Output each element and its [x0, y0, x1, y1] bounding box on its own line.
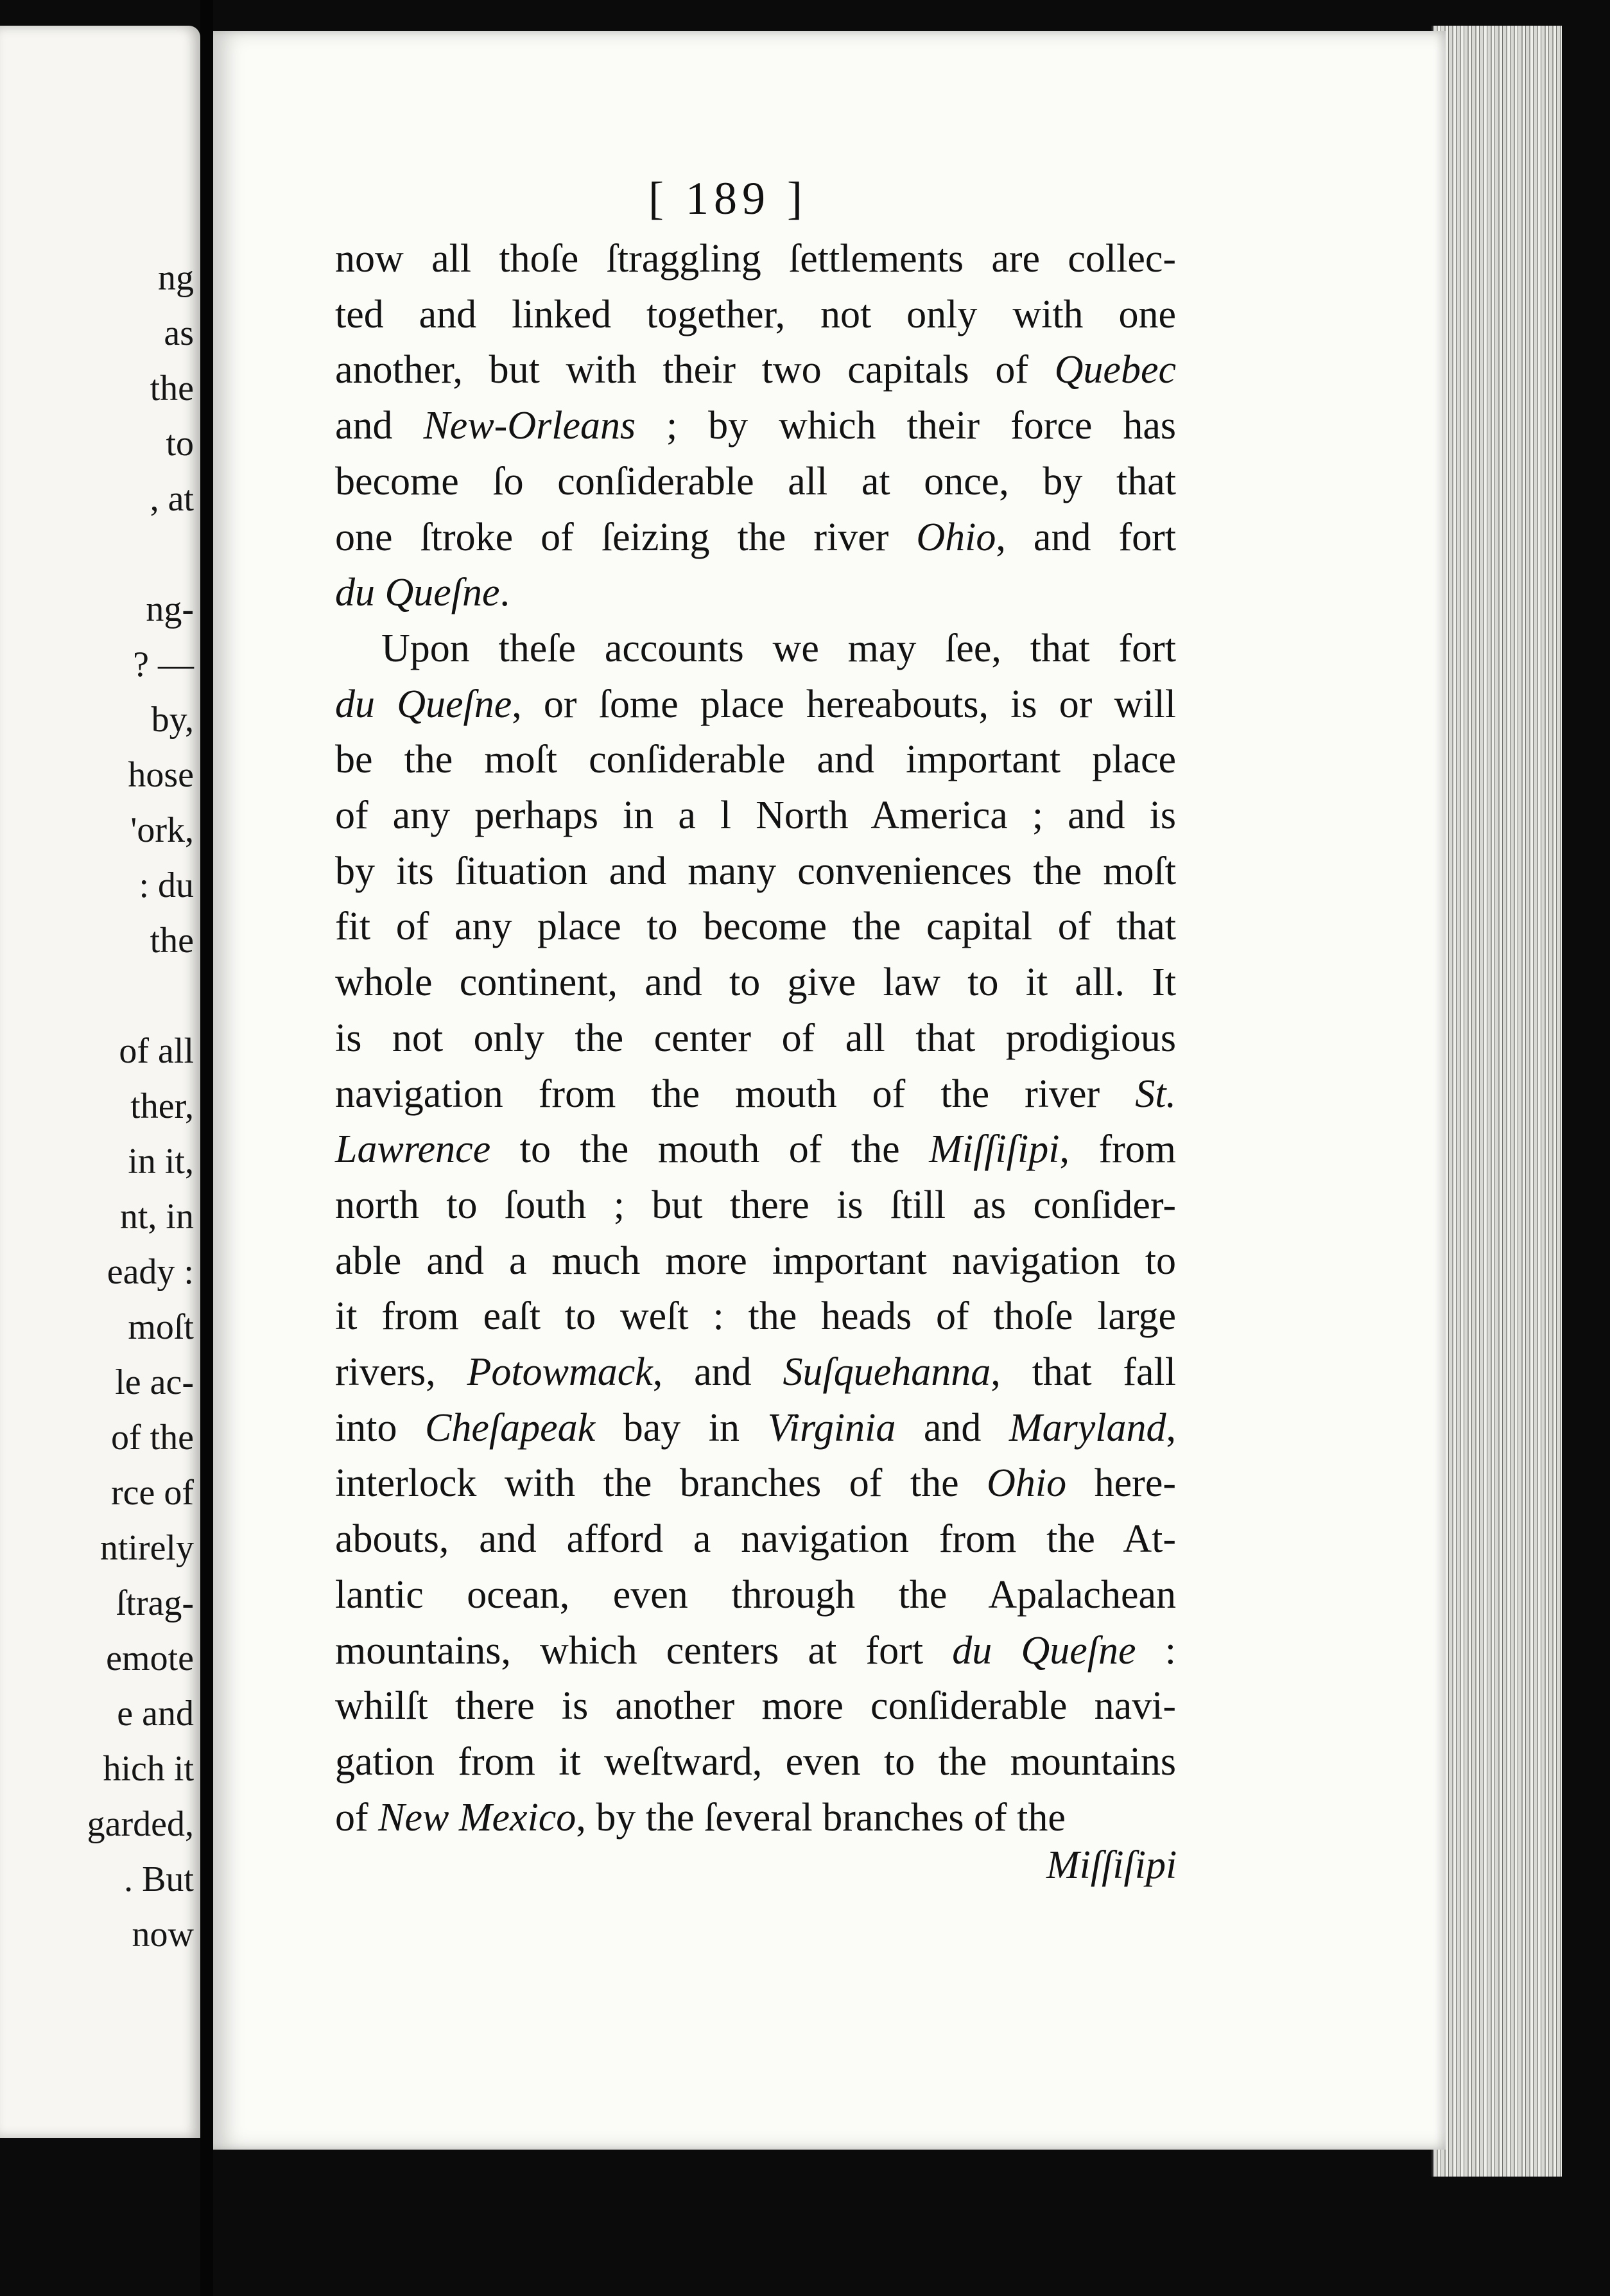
text-line: whole continent, and to give law to it all. It	[335, 961, 1176, 1005]
text-line: it from eaſt to weſt : the heads of thoſe large	[335, 1294, 1176, 1339]
left-page-line: in it,	[128, 1142, 194, 1181]
left-page-line: moſt	[128, 1307, 194, 1347]
left-page-line: by,	[151, 700, 194, 740]
left-page-line: as	[164, 313, 194, 353]
left-facing-page	[0, 26, 200, 2138]
text-line: gation from it weſtward, even to the mountains	[335, 1739, 1176, 1784]
left-page-line: of the	[110, 1418, 194, 1457]
text-line: north to ſouth ; but there is ſtill as conſider-	[335, 1183, 1176, 1227]
text-line: Upon theſe accounts we may ſee, that fort	[381, 626, 1176, 670]
text-line: du Queſne, or ſome place hereabouts, is or will	[335, 682, 1176, 726]
text-line: fit of any place to become the capital of that	[335, 905, 1176, 949]
left-page-line: e and	[117, 1694, 194, 1734]
left-page-line: 'ork,	[130, 810, 194, 850]
text-line: and New-Orleans ; by which their force has	[335, 404, 1176, 448]
text-line: by its ſituation and many conveniences the moſt	[335, 849, 1176, 893]
text-line: be the moſt conſiderable and important place	[335, 738, 1176, 782]
text-line: is not only the center of all that prodigious	[335, 1016, 1176, 1060]
body-text	[335, 231, 1176, 1845]
left-page-line: le ac-	[115, 1362, 194, 1402]
left-page-line: : du	[139, 865, 194, 905]
text-line: abouts, and afford a navigation from the At-	[335, 1517, 1176, 1561]
text-line: lantic ocean, even through the Apalachean	[335, 1572, 1176, 1617]
left-page-line: the	[150, 369, 194, 408]
left-page-line: ther,	[130, 1086, 194, 1126]
left-page-line: of all	[119, 1031, 194, 1071]
left-page-line: , at	[150, 479, 194, 519]
left-page-line: nt, in	[119, 1197, 194, 1237]
left-page-line: to	[166, 424, 194, 464]
text-line: mountains, which centers at fort du Queſne :	[335, 1628, 1176, 1673]
left-page-line: ſtrag-	[116, 1583, 194, 1623]
left-page-line: ng-	[146, 589, 194, 629]
left-page-text	[1, 250, 194, 1962]
text-line: whilſt there is another more conſiderable navi-	[335, 1684, 1176, 1728]
text-line: now all thoſe ſtraggling ſettlements are collec-	[335, 237, 1176, 281]
text-line: du Queſne.	[335, 571, 510, 615]
text-line: of any perhaps in a l North America ; and is	[335, 794, 1176, 838]
left-page-line: . But	[124, 1859, 194, 1899]
text-line: ted and linked together, not only with one	[335, 292, 1176, 336]
text-line: of New Mexico, by the ſeveral branches of the	[335, 1795, 1066, 1839]
left-page-line: ng	[158, 258, 194, 298]
left-page-line: eady :	[107, 1252, 194, 1292]
left-page-line: ? —	[133, 645, 194, 684]
text-line: able and a much more important navigation to	[335, 1239, 1176, 1283]
left-page-line: ntirely	[100, 1528, 194, 1568]
left-page-line: emote	[106, 1639, 194, 1678]
text-line: another, but with their two capitals of Quebec	[335, 348, 1176, 392]
left-page-line: the	[150, 921, 194, 961]
left-page-line: rce of	[110, 1473, 194, 1513]
text-line: Lawrence to the mouth of the Miſſiſipi, from	[335, 1127, 1177, 1172]
page-edges	[1432, 26, 1562, 2177]
left-page-line: now	[132, 1915, 194, 1954]
left-page-line	[1, 968, 194, 1023]
left-page-line: hich it	[103, 1749, 194, 1789]
text-line: rivers, Potowmack, and Suſquehanna, that fall	[335, 1350, 1176, 1395]
page-number: [ 189 ]	[648, 173, 808, 224]
left-page-line: hose	[128, 755, 194, 795]
left-page-line	[1, 526, 194, 582]
left-page-line: garded,	[87, 1804, 194, 1844]
text-line: navigation from the mouth of the river St.	[335, 1072, 1176, 1116]
catchword: Miſſiſipi	[1046, 1843, 1177, 1887]
text-line: into Cheſapeak bay in Virginia and Maryland,	[335, 1405, 1176, 1450]
book-gutter	[200, 0, 213, 2296]
text-line: interlock with the branches of the Ohio here-	[335, 1461, 1176, 1506]
text-line: one ſtroke of ſeizing the river Ohio, and fort	[335, 515, 1176, 559]
text-line: become ſo conſiderable all at once, by that	[335, 459, 1176, 503]
